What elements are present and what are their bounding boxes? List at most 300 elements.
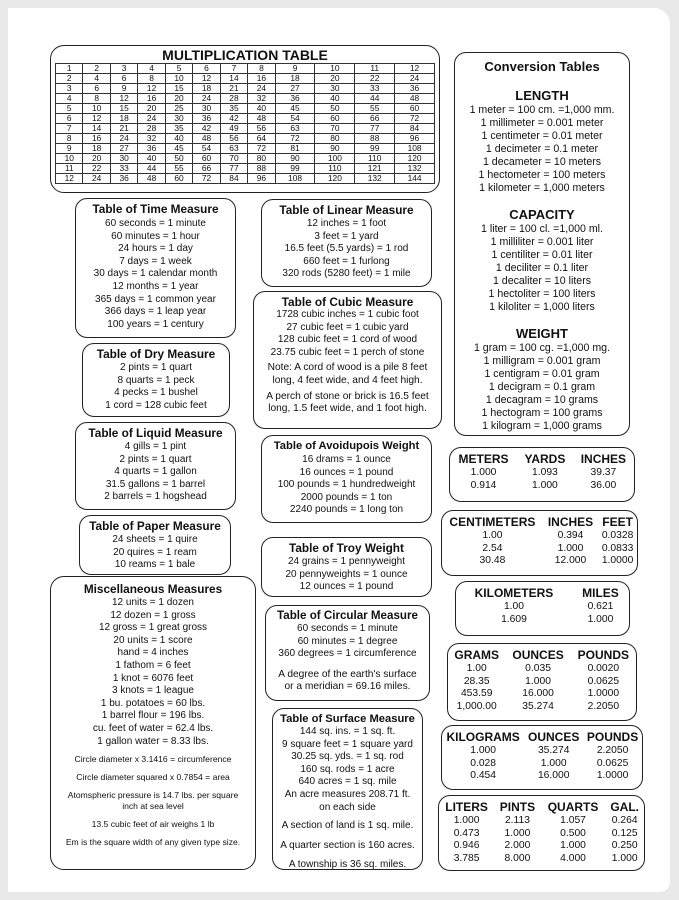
kg-ounces-pounds-table [442, 730, 642, 783]
multiplication-cell: 44 [138, 164, 165, 174]
multiplication-cell: 25 [165, 104, 192, 114]
cubic-measure-box [253, 291, 442, 429]
liquid-measure-line: 31.5 gallons = 1 barrel [105, 478, 206, 490]
multiplication-cell: 32 [248, 94, 275, 104]
length-line: 1 decameter = 10 meters [482, 156, 602, 168]
multiplication-cell: 12 [138, 84, 165, 94]
avoirdupois-weight-title: Table of Avoidupois Weight [273, 440, 420, 452]
misc-measure-line: 12 gross = 1 great gross [98, 622, 208, 634]
grams-ounces-pounds-cell: 1,000.00 [456, 700, 497, 712]
multiplication-cell: 7 [56, 124, 83, 134]
cubic-measure-title: Table of Cubic Measure [281, 295, 414, 309]
capacity-line: 1 decaliter = 10 liters [492, 275, 592, 287]
dry-measure-box [82, 343, 230, 417]
multiplication-row [56, 94, 435, 104]
multiplication-cell: 70 [220, 154, 247, 164]
multiplication-cell: 3 [110, 64, 137, 74]
multiplication-cell: 88 [248, 164, 275, 174]
grams-ounces-pounds-cell: 16.000 [522, 688, 554, 700]
multiplication-cell: 20 [315, 74, 355, 84]
cm-inches-feet-row [442, 555, 637, 568]
multiplication-cell: 42 [193, 124, 220, 134]
multiplication-cell: 77 [220, 164, 247, 174]
cm-inches-feet-cell: 0.394 [557, 530, 584, 541]
capacity-line: 1 hectoliter = 100 liters [488, 288, 596, 300]
liters-pints-quarts-gallons-cell: 8.000 [504, 852, 531, 864]
multiplication-cell: 12 [395, 64, 435, 74]
paper-measure-box [79, 515, 231, 575]
liquid-measure-line: 2 pints = 1 quart [119, 453, 192, 465]
multiplication-cell: 4 [83, 74, 110, 84]
multiplication-cell: 9 [56, 144, 83, 154]
multiplication-cell: 36 [110, 174, 137, 184]
kg-ounces-pounds-cell: 35.274 [537, 745, 570, 756]
liquid-measure-line: 4 quarts = 1 gallon [114, 466, 197, 478]
linear-measure-line: 320 rods (5280 feet) = 1 mile [282, 268, 411, 280]
misc-measure-line: 1 bu. potatoes = 60 lbs. [100, 697, 206, 709]
multiplication-row [56, 174, 435, 184]
multiplication-cell: 96 [248, 174, 275, 184]
time-measure-line: 60 seconds = 1 minute [105, 218, 206, 229]
multiplication-cell: 24 [395, 74, 435, 84]
kg-ounces-pounds-cell: 1.0000 [596, 770, 629, 782]
multiplication-cell: 8 [138, 74, 165, 84]
troy-weight-line: 12 ounces = 1 pound [299, 581, 394, 593]
multiplication-title: MULTIPLICATION TABLE [162, 47, 328, 63]
km-miles-cell: 1.00 [503, 601, 524, 612]
misc-measure-line: 1 barrel flour = 196 lbs. [101, 710, 205, 722]
misc-measure-line: hand = 4 inches [117, 647, 189, 659]
multiplication-cell: 66 [355, 114, 395, 124]
multiplication-cell: 16 [83, 134, 110, 144]
multiplication-cell: 35 [220, 104, 247, 114]
meters-yards-inches-table [450, 452, 634, 492]
weight-heading: WEIGHT [516, 326, 568, 341]
misc-note: Circle diameter squared x 0.7854 = area [76, 772, 230, 783]
multiplication-table-box [50, 45, 440, 193]
cubic-note: A perch of stone or brick is 16.5 feet long, 1.5 feet wide, and 1 foot high. [266, 390, 429, 414]
time-measure-line: 365 days = 1 common year [95, 293, 216, 305]
multiplication-cell: 36 [395, 84, 435, 94]
liters-pints-quarts-gallons-row [439, 815, 644, 828]
multiplication-cell: 30 [315, 84, 355, 94]
multiplication-cell: 27 [110, 144, 137, 154]
linear-measure-lines [262, 217, 431, 281]
dry-measure-title: Table of Dry Measure [96, 347, 216, 361]
circular-measure-lines [266, 623, 429, 661]
liters-pints-quarts-gallons-cell: 1.000 [611, 852, 638, 864]
multiplication-cell: 22 [355, 74, 395, 84]
multiplication-cell: 32 [138, 134, 165, 144]
cm-inches-feet-cell: 2.54 [482, 542, 503, 554]
multiplication-cell: 2 [83, 64, 110, 74]
multiplication-cell: 9 [275, 64, 315, 74]
surface-measure-line: 144 sq. ins. = 1 sq. ft. [299, 726, 396, 737]
multiplication-cell: 48 [138, 174, 165, 184]
cm-inches-feet-cell: 1.000 [557, 542, 584, 554]
capacity-lines [455, 223, 629, 314]
multiplication-cell: 110 [315, 164, 355, 174]
multiplication-row [56, 64, 435, 74]
multiplication-cell: 8 [83, 94, 110, 104]
misc-measure-line: 1 fathom = 6 feet [115, 659, 191, 671]
paper-measure-lines [80, 533, 230, 572]
linear-measure-box [261, 199, 432, 287]
multiplication-cell: 11 [56, 164, 83, 174]
multiplication-cell: 10 [83, 104, 110, 114]
kg-ounces-pounds-header: POUNDS [586, 730, 639, 744]
surface-note: A section of land is 1 sq. mile. [281, 820, 414, 832]
multiplication-cell: 64 [248, 134, 275, 144]
kg-ounces-pounds-cell: 0.0625 [596, 757, 629, 769]
multiplication-cell: 24 [110, 134, 137, 144]
multiplication-cell: 6 [110, 74, 137, 84]
multiplication-cell: 132 [355, 174, 395, 184]
conversion-tables-box [454, 52, 630, 436]
multiplication-cell: 24 [193, 94, 220, 104]
kg-ounces-pounds-header: OUNCES [528, 730, 580, 744]
linear-measure-line: 16.5 feet (5.5 yards) = 1 rod [284, 243, 409, 255]
multiplication-cell: 90 [275, 154, 315, 164]
kg-ounces-pounds-cell: 2.2050 [596, 745, 629, 756]
cubic-measure-lines [254, 309, 441, 359]
multiplication-row [56, 124, 435, 134]
cm-inches-feet-header: FEET [602, 515, 633, 529]
grams-ounces-pounds-box [447, 643, 637, 721]
grams-ounces-pounds-row [448, 676, 636, 689]
surface-note: A township is 36 sq. miles. [288, 859, 407, 870]
multiplication-cell: 6 [193, 64, 220, 74]
weight-line: 1 milligram = 0.001 gram [483, 355, 601, 367]
km-miles-cell: 0.621 [587, 601, 614, 612]
surface-measure-line: An acre measures 208.71 ft. on each side [284, 788, 411, 813]
multiplication-cell: 96 [395, 134, 435, 144]
grams-ounces-pounds-header: OUNCES [512, 648, 564, 662]
multiplication-cell: 40 [315, 94, 355, 104]
liters-pints-quarts-gallons-cell: 4.000 [560, 852, 586, 864]
liters-pints-quarts-gallons-cell: 0.250 [611, 840, 638, 852]
troy-weight-line: 24 grains = 1 pennyweight [287, 556, 406, 567]
liters-pints-quarts-gallons-header: GAL. [610, 800, 639, 814]
liters-pints-quarts-gallons-cell: 0.500 [560, 827, 586, 839]
kg-ounces-pounds-header: KILOGRAMS [446, 730, 520, 744]
multiplication-cell: 21 [110, 124, 137, 134]
kg-ounces-pounds-box [441, 725, 643, 790]
time-measure-line: 366 days = 1 leap year [104, 306, 207, 318]
circular-measure-line: 60 minutes = 1 degree [297, 635, 398, 647]
liters-pints-quarts-gallons-cell: 0.946 [453, 840, 480, 852]
multiplication-cell: 54 [193, 144, 220, 154]
multiplication-cell: 48 [248, 114, 275, 124]
paper-measure-title: Table of Paper Measure [89, 519, 221, 533]
grams-ounces-pounds-cell: 1.00 [466, 663, 487, 674]
time-measure-title: Table of Time Measure [92, 202, 219, 216]
liters-pints-quarts-gallons-header: LITERS [445, 800, 488, 814]
liquid-measure-title: Table of Liquid Measure [88, 426, 223, 440]
circular-measure-note: A degree of the earth's surface or a meridian = 69.16 miles. [278, 668, 417, 692]
surface-measure-line: 640 acres = 1 sq. mile [298, 776, 397, 788]
multiplication-cell: 20 [83, 154, 110, 164]
kg-ounces-pounds-row [442, 745, 642, 758]
dry-measure-line: 2 pints = 1 quart [120, 362, 192, 373]
weight-line: 1 decagram = 10 grams [485, 394, 599, 406]
multiplication-cell: 60 [315, 114, 355, 124]
dry-measure-line: 4 pecks = 1 bushel [114, 387, 198, 399]
multiplication-row [56, 144, 435, 154]
weight-line: 1 decigram = 0.1 gram [488, 381, 596, 393]
avoirdupois-weight-line: 16 drams = 1 ounce [302, 454, 391, 465]
misc-note: Circle diameter x 3.1416 = circumference [74, 754, 232, 765]
multiplication-cell: 16 [248, 74, 275, 84]
linear-measure-line: 660 feet = 1 furlong [303, 255, 390, 267]
multiplication-cell: 40 [165, 134, 192, 144]
weight-line: 1 gram = 100 cg. =1,000 mg. [473, 342, 611, 354]
multiplication-cell: 80 [248, 154, 275, 164]
multiplication-cell: 99 [275, 164, 315, 174]
surface-measure-line: 30.25 sq. yds. = 1 sq. rod [291, 751, 404, 763]
length-line: 1 hectometer = 100 meters [478, 169, 606, 181]
meters-yards-inches-box [449, 447, 635, 502]
multiplication-cell: 63 [275, 124, 315, 134]
length-line: 1 millimeter = 0.001 meter [480, 117, 604, 129]
troy-weight-box [261, 537, 432, 597]
multiplication-cell: 44 [355, 94, 395, 104]
multiplication-cell: 49 [220, 124, 247, 134]
multiplication-cell: 12 [83, 114, 110, 124]
time-measure-line: 12 months = 1 year [112, 280, 199, 292]
liters-pints-quarts-gallons-cell: 1.000 [453, 815, 480, 826]
troy-weight-title: Table of Troy Weight [289, 541, 404, 555]
length-line: 1 centimeter = 0.01 meter [481, 130, 603, 142]
weight-line: 1 hectogram = 100 grams [481, 407, 603, 419]
cubic-measure-line: 128 cubic feet = 1 cord of wood [277, 334, 418, 346]
weight-line: 1 centigram = 0.01 gram [484, 368, 600, 380]
multiplication-cell: 4 [56, 94, 83, 104]
misc-measures-notes [51, 748, 255, 848]
meters-yards-inches-header: YARDS [524, 452, 566, 466]
multiplication-cell: 24 [138, 114, 165, 124]
multiplication-cell: 12 [56, 174, 83, 184]
grams-ounces-pounds-table [448, 648, 636, 713]
misc-measures-box [50, 576, 256, 870]
time-measure-line: 100 years = 1 century [107, 318, 204, 330]
multiplication-cell: 70 [315, 124, 355, 134]
surface-measure-line: 160 sq. rods = 1 acre [300, 763, 395, 775]
avoirdupois-weight-line: 16 ounces = 1 pound [299, 466, 394, 478]
multiplication-cell: 60 [193, 154, 220, 164]
surface-measure-notes [273, 814, 422, 870]
multiplication-cell: 10 [165, 74, 192, 84]
multiplication-cell: 18 [110, 114, 137, 124]
multiplication-cell: 56 [248, 124, 275, 134]
multiplication-row [56, 164, 435, 174]
reference-sheet [8, 8, 670, 892]
misc-measure-line: 1 knot = 6076 feet [112, 672, 194, 684]
multiplication-cell: 120 [395, 154, 435, 164]
liters-pints-quarts-gallons-cell: 0.264 [611, 815, 638, 826]
multiplication-cell: 36 [193, 114, 220, 124]
meters-yards-inches-row [450, 480, 634, 493]
grams-ounces-pounds-cell: 2.2050 [587, 700, 620, 712]
linear-measure-line: 12 inches = 1 foot [306, 218, 387, 229]
multiplication-row [56, 104, 435, 114]
multiplication-cell: 40 [248, 104, 275, 114]
multiplication-cell: 45 [275, 104, 315, 114]
liquid-measure-box [75, 422, 236, 510]
misc-measure-line: 12 dozen = 1 gross [110, 609, 196, 621]
multiplication-cell: 30 [165, 114, 192, 124]
liters-pints-quarts-gallons-table [439, 800, 644, 865]
grams-ounces-pounds-cell: 28.35 [463, 675, 490, 687]
multiplication-row [56, 134, 435, 144]
multiplication-cell: 8 [248, 64, 275, 74]
meters-yards-inches-cell: 1.000 [532, 479, 558, 491]
multiplication-cell: 72 [395, 114, 435, 124]
liters-pints-quarts-gallons-cell: 1.000 [504, 827, 531, 839]
misc-note: 13.5 cubic feet of air weighs 1 lb [91, 819, 215, 830]
capacity-line: 1 deciliter = 0.1 liter [495, 262, 589, 274]
multiplication-cell: 72 [275, 134, 315, 144]
multiplication-cell: 110 [355, 154, 395, 164]
capacity-heading: CAPACITY [509, 207, 575, 222]
multiplication-cell: 40 [138, 154, 165, 164]
cm-inches-feet-cell: 12.000 [554, 555, 587, 567]
liters-pints-quarts-gallons-cell: 3.785 [453, 852, 480, 864]
length-lines [455, 104, 629, 195]
multiplication-cell: 5 [56, 104, 83, 114]
meters-yards-inches-header: INCHES [580, 452, 627, 466]
grams-ounces-pounds-cell: 0.0625 [587, 675, 620, 687]
meters-yards-inches-cell: 36.00 [590, 479, 617, 491]
grams-ounces-pounds-cell: 1.000 [525, 675, 551, 687]
multiplication-cell: 14 [83, 124, 110, 134]
kg-ounces-pounds-cell: 16.000 [537, 770, 570, 782]
multiplication-cell: 36 [138, 144, 165, 154]
capacity-line: 1 kiloliter = 1,000 liters [489, 301, 595, 313]
kg-ounces-pounds-cell: 1.000 [540, 757, 567, 769]
surface-note: A quarter section is 160 acres. [280, 839, 415, 851]
multiplication-cell: 42 [220, 114, 247, 124]
kg-ounces-pounds-row [442, 770, 642, 783]
multiplication-cell: 63 [220, 144, 247, 154]
grams-ounces-pounds-cell: 0.035 [525, 663, 551, 674]
multiplication-cell: 60 [165, 174, 192, 184]
weight-line: 1 kilogram = 1,000 grams [482, 420, 602, 432]
grams-ounces-pounds-row [448, 688, 636, 701]
multiplication-cell: 12 [193, 74, 220, 84]
cm-inches-feet-header: INCHES [547, 515, 594, 529]
cm-inches-feet-cell: 1.00 [482, 530, 503, 541]
misc-note: Em is the square width of any given type size. [65, 837, 241, 848]
linear-measure-line: 3 feet = 1 yard [314, 230, 379, 242]
avoirdupois-weight-lines [262, 453, 431, 517]
liters-pints-quarts-gallons-cell: 2.000 [504, 840, 531, 852]
cubic-measure-line: 23.75 cubic feet = 1 perch of stone [270, 346, 425, 358]
multiplication-row [56, 154, 435, 164]
liquid-measure-line: 4 gills = 1 pint [124, 441, 187, 452]
liters-pints-quarts-gallons-header: PINTS [499, 800, 536, 814]
multiplication-cell: 9 [110, 84, 137, 94]
misc-measure-line: 12 units = 1 dozen [111, 597, 194, 608]
meters-yards-inches-cell: 1.093 [532, 467, 558, 478]
misc-measure-line: cu. feet of water = 62.4 lbs. [92, 722, 214, 734]
multiplication-cell: 20 [138, 104, 165, 114]
surface-measure-box [272, 708, 423, 870]
troy-weight-lines [262, 555, 431, 594]
kg-ounces-pounds-cell: 0.028 [470, 757, 497, 769]
cm-inches-feet-cell: 0.0833 [601, 542, 634, 554]
conversion-title: Conversion Tables [484, 59, 600, 74]
cm-inches-feet-row [442, 530, 637, 543]
multiplication-cell: 88 [355, 134, 395, 144]
multiplication-cell: 28 [220, 94, 247, 104]
dry-measure-line: 1 cord = 128 cubic feet [105, 399, 207, 411]
multiplication-grid [55, 63, 435, 184]
multiplication-cell: 108 [275, 174, 315, 184]
meters-yards-inches-cell: 0.914 [470, 479, 497, 491]
km-miles-header: MILES [582, 586, 619, 600]
multiplication-cell: 81 [275, 144, 315, 154]
multiplication-cell: 4 [138, 64, 165, 74]
cm-inches-feet-table [442, 515, 637, 568]
paper-measure-line: 24 sheets = 1 quire [112, 534, 198, 545]
time-measure-lines [76, 216, 235, 331]
multiplication-cell: 24 [248, 84, 275, 94]
grams-ounces-pounds-header: POUNDS [577, 648, 630, 662]
multiplication-cell: 66 [193, 164, 220, 174]
km-miles-table [456, 586, 629, 626]
cm-inches-feet-cell: 1.0000 [601, 555, 634, 567]
multiplication-cell: 6 [56, 114, 83, 124]
meters-yards-inches-header: METERS [458, 452, 509, 466]
misc-measure-line: 3 knots = 1 league [111, 685, 194, 697]
multiplication-cell: 1 [56, 64, 83, 74]
km-miles-box [455, 581, 630, 636]
km-miles-header: KILOMETERS [474, 586, 554, 600]
multiplication-cell: 14 [220, 74, 247, 84]
liters-pints-quarts-gallons-box [438, 795, 645, 871]
cm-inches-feet-cell: 0.0328 [601, 530, 634, 541]
multiplication-cell: 56 [220, 134, 247, 144]
avoirdupois-weight-line: 100 pounds = 1 hundredweight [277, 479, 416, 491]
multiplication-cell: 2 [56, 74, 83, 84]
grams-ounces-pounds-row [448, 663, 636, 676]
multiplication-cell: 10 [56, 154, 83, 164]
cm-inches-feet-row [442, 543, 637, 556]
multiplication-cell: 121 [355, 164, 395, 174]
liters-pints-quarts-gallons-row [439, 853, 644, 866]
time-measure-line: 24 hours = 1 day [118, 243, 193, 255]
multiplication-cell: 18 [83, 144, 110, 154]
cm-inches-feet-box [441, 510, 638, 576]
multiplication-cell: 30 [193, 104, 220, 114]
multiplication-cell: 80 [315, 134, 355, 144]
multiplication-cell: 5 [165, 64, 192, 74]
multiplication-cell: 144 [395, 174, 435, 184]
multiplication-cell: 48 [395, 94, 435, 104]
multiplication-cell: 8 [56, 134, 83, 144]
surface-measure-title: Table of Surface Measure [280, 713, 415, 725]
multiplication-cell: 18 [275, 74, 315, 84]
liquid-measure-lines [76, 440, 235, 504]
cubic-measure-notes [254, 359, 441, 415]
multiplication-cell: 15 [165, 84, 192, 94]
capacity-line: 1 centiliter = 0.01 liter [491, 249, 593, 261]
multiplication-cell: 35 [165, 124, 192, 134]
misc-measures-lines [51, 596, 255, 748]
multiplication-cell: 11 [355, 64, 395, 74]
multiplication-cell: 72 [193, 174, 220, 184]
